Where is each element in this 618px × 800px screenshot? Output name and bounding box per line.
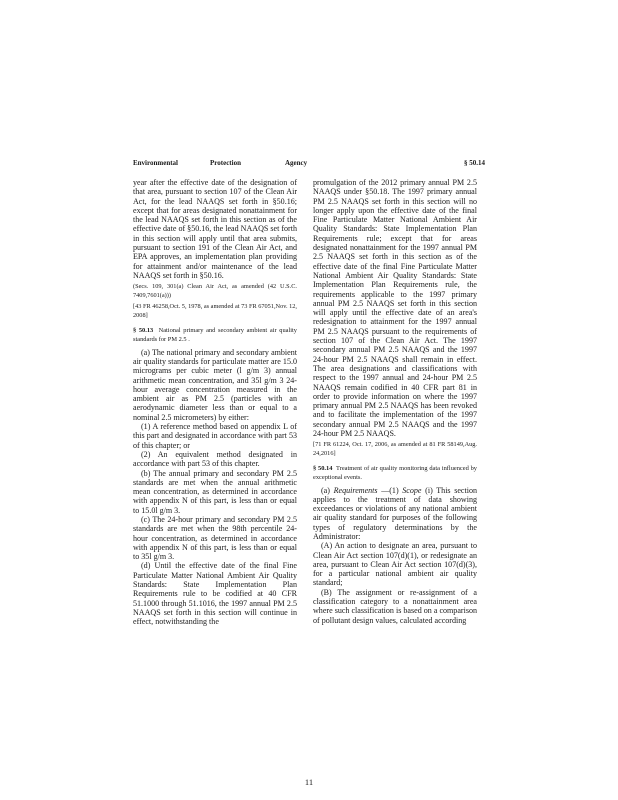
paragraph-c: (c) The 24-hour primary and secondary PM 2.5 standards are met when the 98th percentile 24-hour concentration, as determined in accordance with appendix N of this part, is less than or equal to 35l g/m 3. <box>133 514 297 562</box>
source-note: (Secs. 109, 301(a) Clean Air Act, as amended (42 U.S.C. 7409,7601(a))) <box>133 283 297 299</box>
page-number: 11 <box>304 777 314 787</box>
paragraph-a <box>313 486 477 542</box>
section-number: § 50.13 <box>133 326 154 334</box>
header-section-ref: § 50.14 <box>464 159 485 167</box>
paragraph-d: (d) Until the effective date of the final Fine Particulate Matter National Ambient Air Quality Standards: State Implementation Plan Requirements rule to be codified at 40 CFR 51.1000 through 51.1016, the 1997 annual PM 2.5 NAAQS set forth in this section will continue in effect, notwithstanding the <box>133 561 297 627</box>
paragraph: year after the effective date of the designation of that area, pursuant to section 107 of the Clean Air Act, for the lead NAAQS set forth in §50.16; except that for areas designated nonattainment for the lead NAAQS set forth in this section as of the effective date of §50.16, the lead NAAQS set forth in this section will apply until that area submits, pursuant to section 191 of the Clean Air Act, and EPA approves, an implementation plan providing for attainment and/or maintenance of the lead NAAQS set forth in §50.16. <box>133 178 297 280</box>
paragraph-b: (b) The annual primary and secondary PM 2.5 standards are met when the annual arithmetic mean concentration, as determined in accordance with appendix N of this part, is less than or equal to 15.0l g/m 3. <box>133 468 297 515</box>
paragraph: promulgation of the 2012 primary annual PM 2.5 NAAQS under §50.18. The 1997 primary annual PM 2.5 NAAQS set forth in this section will no longer apply upon the effective date of the final Fine Particulate Matter National Ambient Air Quality Standards: State Implementation Plan Requirements rule; except that for areas designated nonattainment for the 1997 annual PM 2.5 NAAQS set forth in this section as of the effective date of the final Fine Particulate Matter National Ambient Air Quality Standards: State Implementation Plan Requirements rule, the requirements applicable to the 1997 primary annual PM 2.5 NAAQS set forth in this section will apply until the effective date of an area's redesignation to attainment for the 1997 annual PM 2.5 NAAQS pursuant to the requirements of section 107 of the Clean Air Act. The 1997 secondary annual PM 2.5 NAAQS and the 1997 24-hour PM 2.5 NAAQS shall remain in effect. The area designations and classifications with respect to the 1997 annual and 24-hour PM 2.5 NAAQS remain codified in 40 CFR part 81 in order to provide information on where the 1997 primary annual PM 2.5 NAAQS has been revoked and to facilitate the implementation of the 1997 secondary annual PM 2.5 NAAQS and the 1997 24-hour PM 2.5 NAAQS. <box>313 178 477 439</box>
section-number: § 50.14 <box>313 464 333 472</box>
source-note: [71 FR 61224, Oct. 17, 2006, as amended at 81 FR 58149,Aug. 24,2016] <box>313 441 477 457</box>
paragraph-A: (A) An action to designate an area, pursuant to Clean Air Act section 107(d)(1), or redesignate an area, pursuant to Clean Air Act section 107(d)(3), for a particular national ambient air quality standard; <box>313 541 477 588</box>
right-column <box>313 178 477 625</box>
paragraph-a2: (2) An equivalent method designated in accordance with part 53 of this chapter. <box>133 449 297 469</box>
section-title: Treatment of air quality monitoring data influenced by exceptional events. <box>313 464 477 481</box>
para-dash: —(1) <box>377 485 403 495</box>
paragraph-B: (B) The assignment or re-assignment of a classification category to a nonattainment area where such classification is based on a comparison of pollutant design values, calculated according <box>313 587 477 625</box>
header-agency-word-1: Environmental <box>133 159 178 167</box>
running-header <box>133 159 485 171</box>
section-title: National primary and secondary ambient air quality standards for PM 2.5 . <box>133 326 298 343</box>
para-text: (i) This section applies to the treatment of data showing exceedances or violations of any national ambient air quality standard for purposes of the following types of regulatory determinations by the Administrator: <box>313 485 478 541</box>
left-column <box>133 178 297 627</box>
source-note: [43 FR 46258,Oct. 5, 1978, as amended at 73 FR 67051,Nov. 12, 2008] <box>133 303 297 320</box>
scope-heading: Scope <box>402 485 422 495</box>
section-heading-50-13 <box>133 326 297 344</box>
header-agency-word-2: Protection <box>210 159 241 167</box>
section-heading-50-14 <box>313 464 477 482</box>
para-label: (a) <box>321 485 330 495</box>
requirements-heading: Requirements <box>333 485 378 495</box>
paragraph-a1: (1) A reference method based on appendix L of this part and designated in accordance with part 53 of this chapter; or <box>133 422 297 450</box>
header-agency-word-3: Agency <box>285 159 308 167</box>
paragraph-a: (a) The national primary and secondary ambient air quality standards for particulate matter are 15.0 micrograms per cubic meter (l g/m 3) annual arithmetic mean concentration, and 35l g/m 3 24-hour average concentration measured in the ambient air as PM 2.5 (particles with an aerodynamic diameter less than or equal to a nominal 2.5 micrometers) by either: <box>133 347 297 422</box>
